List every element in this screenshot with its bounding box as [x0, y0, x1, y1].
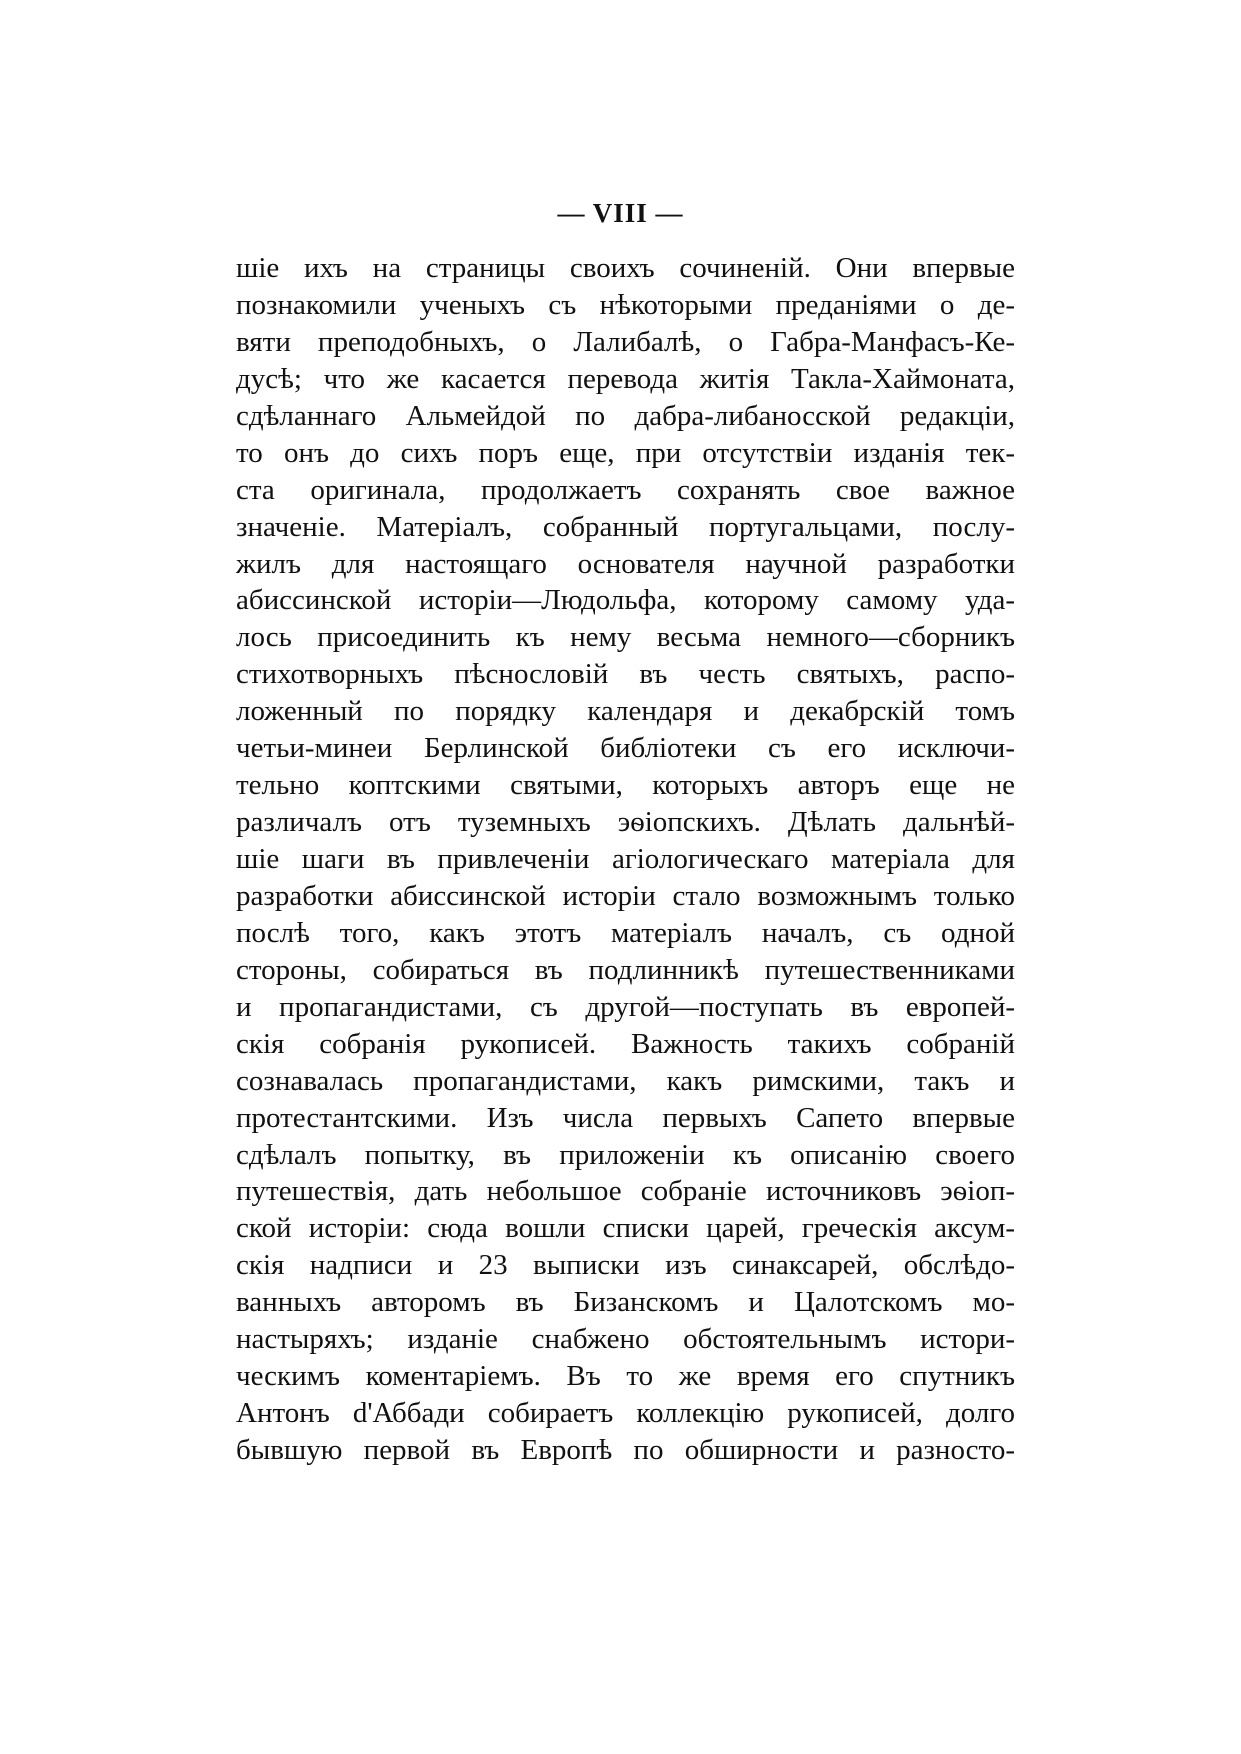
text-line: бывшую первой въ Европѣ по обширности и разносто-	[236, 1434, 1015, 1466]
text-line: четьи-минеи Берлинской библіотеки съ его исключи-	[236, 732, 1015, 765]
text-line: сдѣлалъ попытку, въ приложеніи къ описанію своего	[236, 1138, 1015, 1171]
text-line: ванныхъ авторомъ въ Бизанскомъ и Цалотскомъ мо-	[236, 1286, 1015, 1319]
text-line: стороны, собираться въ подлинникѣ путешественниками	[236, 953, 1015, 986]
text-line: протестантскими. Изъ числа первыхъ Сапето впервые	[236, 1101, 1015, 1134]
text-line: ста оригинала, продолжаетъ сохранять свое важное	[236, 473, 1015, 506]
text-line: тельно коптскими святыми, которыхъ авторъ еще не	[236, 769, 1015, 802]
text-line: вяти преподобныхъ, о Лалибалѣ, о Габра-Манфасъ-Ке-	[236, 325, 1015, 358]
text-line: и пропагандистами, съ другой—поступать въ европей-	[236, 990, 1015, 1023]
text-line: стихотворныхъ пѣснословій въ честь святыхъ, распо-	[236, 658, 1015, 691]
text-line: сдѣланнаго Альмейдой по дабра-либаносской редакціи,	[236, 399, 1015, 432]
text-line: жилъ для настоящаго основателя научной разработки	[236, 547, 1015, 580]
text-line: сознавалась пропагандистами, какъ римскими, такъ и	[236, 1064, 1015, 1097]
text-line: шіе ихъ на страницы своихъ сочиненій. Они впервые	[236, 252, 1015, 284]
text-line: ской исторіи: сюда вошли списки царей, греческія аксум-	[236, 1212, 1015, 1245]
text-line: послѣ того, какъ этотъ матеріалъ началъ, съ одной	[236, 916, 1015, 949]
text-line: Антонъ d'Аббади собираетъ коллекцію рукописей, долго	[236, 1397, 1015, 1430]
text-line: шіе шаги въ привлеченіи агіологическаго матеріала для	[236, 843, 1015, 875]
text-line: различалъ отъ туземныхъ эѳіопскихъ. Дѣлать дальнѣй-	[236, 806, 1015, 839]
text-line: то онъ до сихъ поръ еще, при отсутствіи изданія тек-	[236, 436, 1015, 469]
text-line: скія собранія рукописей. Важность такихъ собраній	[236, 1027, 1015, 1060]
body-text	[236, 250, 1015, 1469]
text-line: настыряхъ; изданіе снабжено обстоятельнымъ истори-	[236, 1323, 1015, 1356]
text-line: ложенный по порядку календаря и декабрскій томъ	[236, 695, 1015, 728]
text-line: путешествія, дать небольшое собраніе источниковъ эѳіоп-	[236, 1175, 1015, 1208]
text-line: ческимъ коментаріемъ. Въ то же время его спутникъ	[236, 1360, 1015, 1393]
text-line: разработки абиссинской исторіи стало возможнымъ только	[236, 879, 1015, 912]
text-line: дусѣ; что же касается перевода житія Такла-Хаймоната,	[236, 362, 1015, 395]
text-line: познакомили ученыхъ съ нѣкоторыми преданіями о де-	[236, 288, 1015, 321]
text-line: значеніе. Матеріалъ, собранный португальцами, послу-	[236, 510, 1015, 543]
text-line: абиссинской исторіи—Людольфа, которому самому уда-	[236, 584, 1015, 617]
text-line: лось присоединить къ нему весьма немного—сборникъ	[236, 621, 1015, 654]
text-line: скія надписи и 23 выписки изъ синаксарей, обслѣдо-	[236, 1249, 1015, 1282]
page-number: — VIII —	[557, 198, 684, 228]
